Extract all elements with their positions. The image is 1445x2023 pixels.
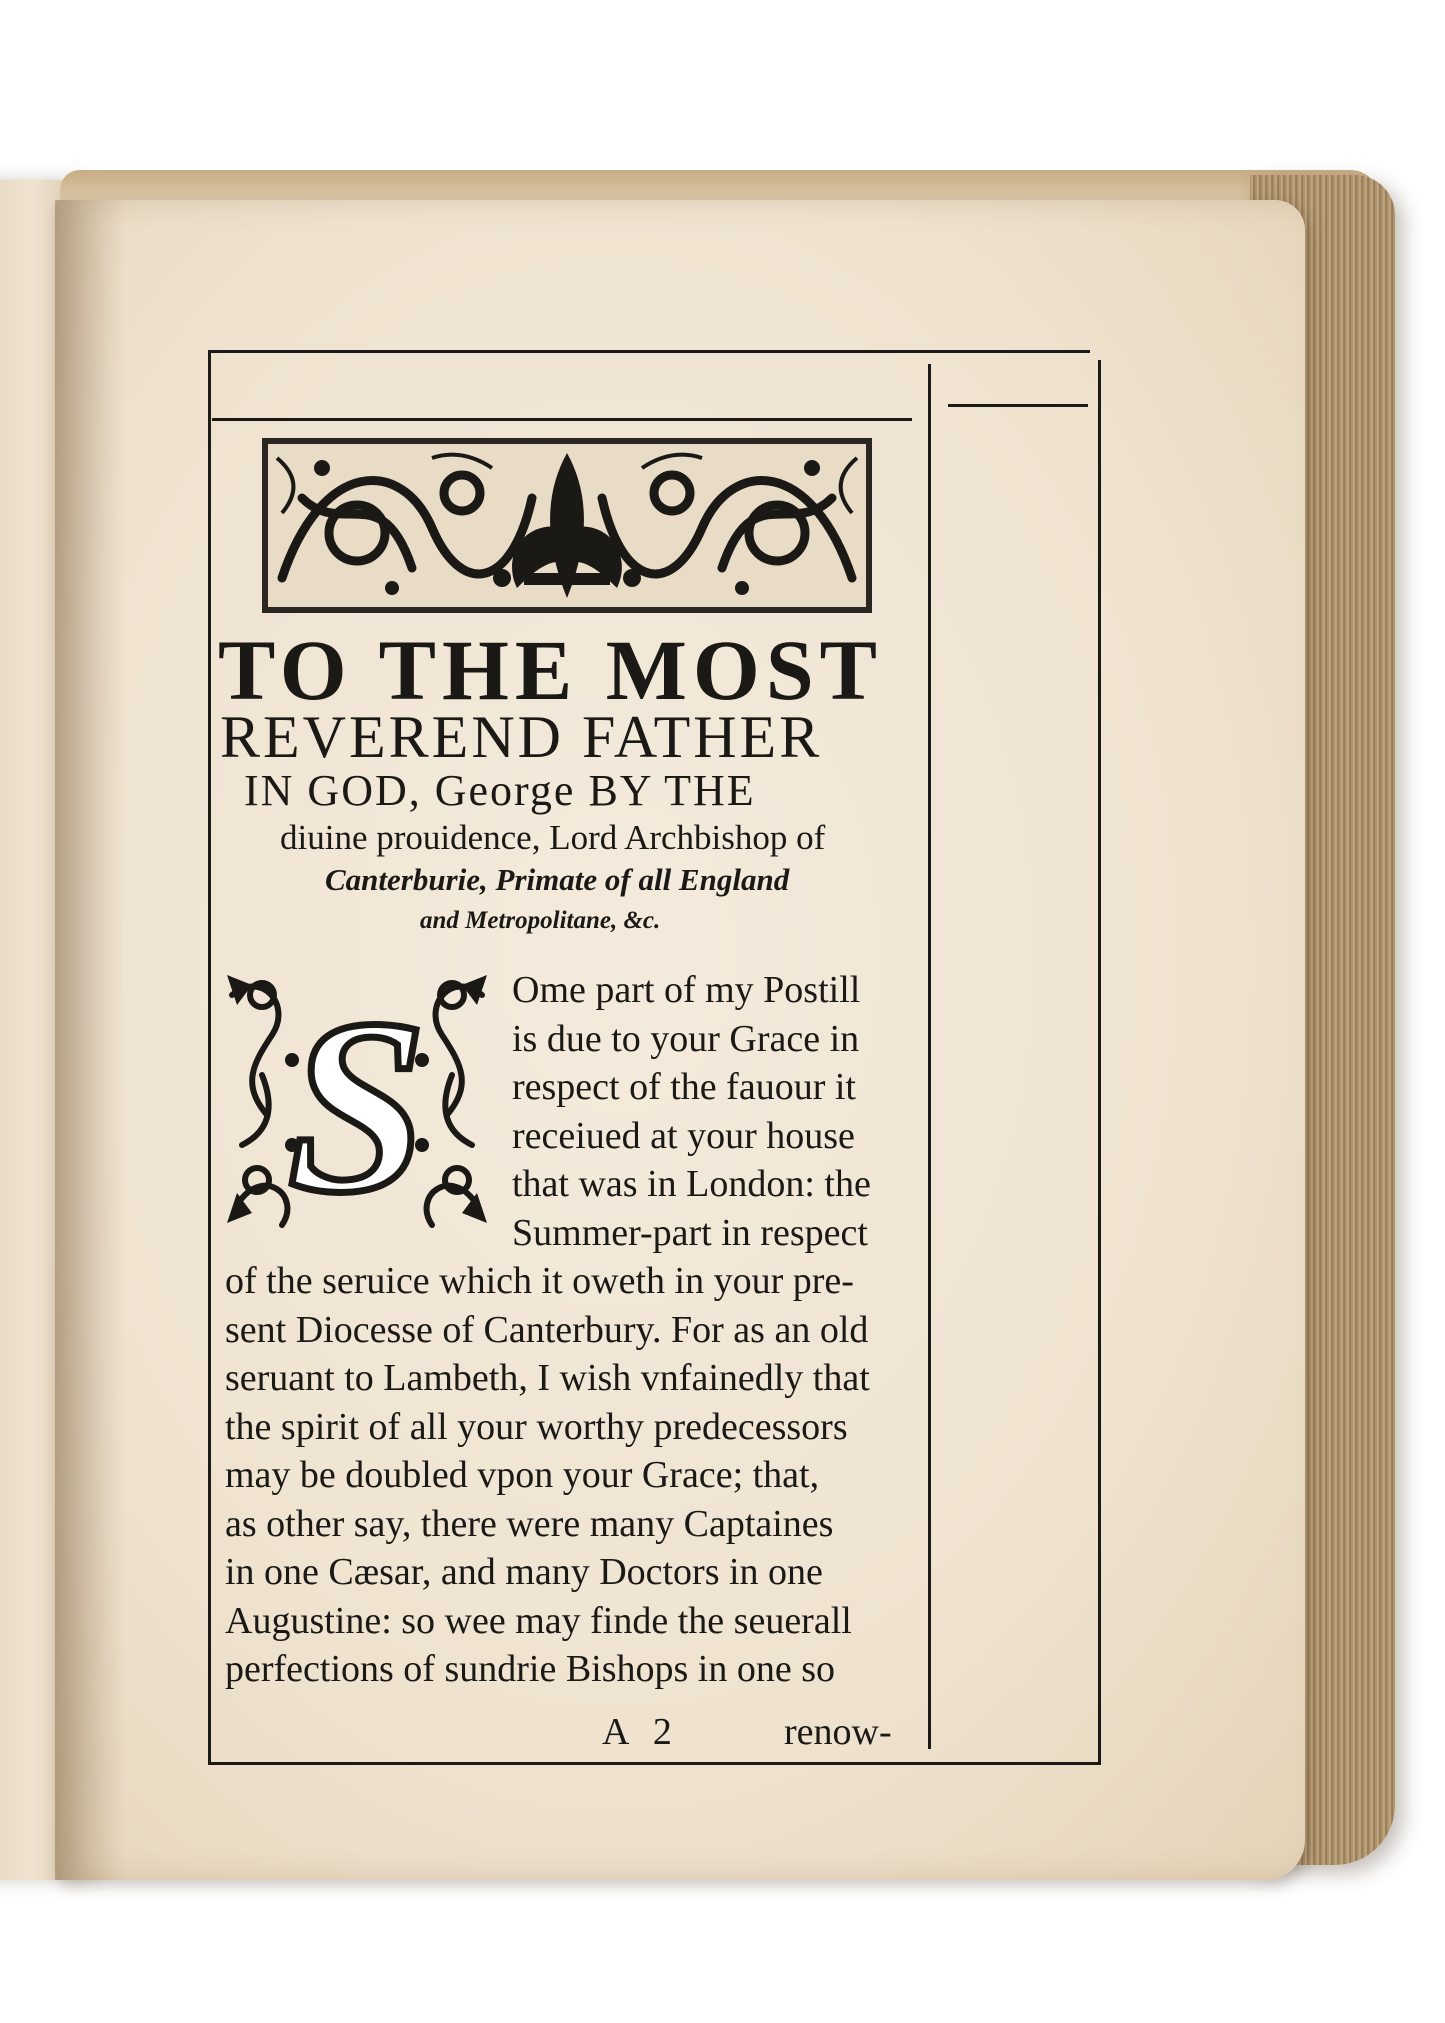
- title-line-5: Canterburie, Primate of all England: [325, 862, 790, 897]
- body-line: Augustine: so wee may finde the seuerall: [225, 1599, 852, 1642]
- frame-margin-rule: [948, 404, 1088, 407]
- frame-rule-top: [210, 350, 1090, 353]
- body-line: Summer-part in respect: [512, 1211, 868, 1254]
- body-line: perfections of sundrie Bishops in one so: [225, 1648, 836, 1690]
- signature-mark: A 2: [602, 1711, 680, 1753]
- woodcut-headpiece-ornament: [262, 438, 872, 613]
- title-line-2: REVEREND FATHER: [220, 704, 823, 770]
- catchword: renow-: [784, 1711, 892, 1753]
- body-line: seruant to Lambeth, I wish vnfainedly that: [225, 1357, 870, 1399]
- body-line: receiued at your house: [512, 1114, 855, 1157]
- title-line-3: IN GOD, George BY THE: [244, 766, 756, 815]
- body-line: of the seruice which it oweth in your pre-: [225, 1260, 854, 1302]
- frame-rule-bottom: [210, 1762, 1100, 1765]
- body-line: is due to your Grace in: [512, 1017, 860, 1060]
- frame-margin-divider: [928, 364, 931, 1749]
- body-line: that was in London: the: [512, 1163, 871, 1205]
- gutter-shadow: [55, 200, 125, 1880]
- title-line-1: TO THE MOST: [218, 622, 884, 718]
- title-line-4: diuine prouidence, Lord Archbishop of: [280, 818, 826, 857]
- frame-rule-inner-top: [212, 418, 912, 421]
- frame-rule-right: [1098, 360, 1101, 1765]
- body-line: in one Cæsar, and many Doctors in one: [225, 1551, 823, 1593]
- body-line: Ome part of my Postill: [512, 969, 861, 1011]
- body-line: sent Diocesse of Canterbury. For as an old: [225, 1308, 869, 1351]
- body-line: as other say, there were many Captaines: [225, 1502, 834, 1545]
- ornamental-drop-cap: [222, 965, 492, 1233]
- body-line: respect of the fauour it: [512, 1066, 856, 1108]
- body-line: may be doubled vpon your Grace; that,: [225, 1454, 820, 1496]
- body-line: the spirit of all your worthy predecessors: [225, 1405, 848, 1448]
- drop-cap-letter: S: [287, 968, 427, 1233]
- frame-rule-left: [208, 350, 211, 1765]
- title-line-6: and Metropolitane, &c.: [420, 907, 661, 934]
